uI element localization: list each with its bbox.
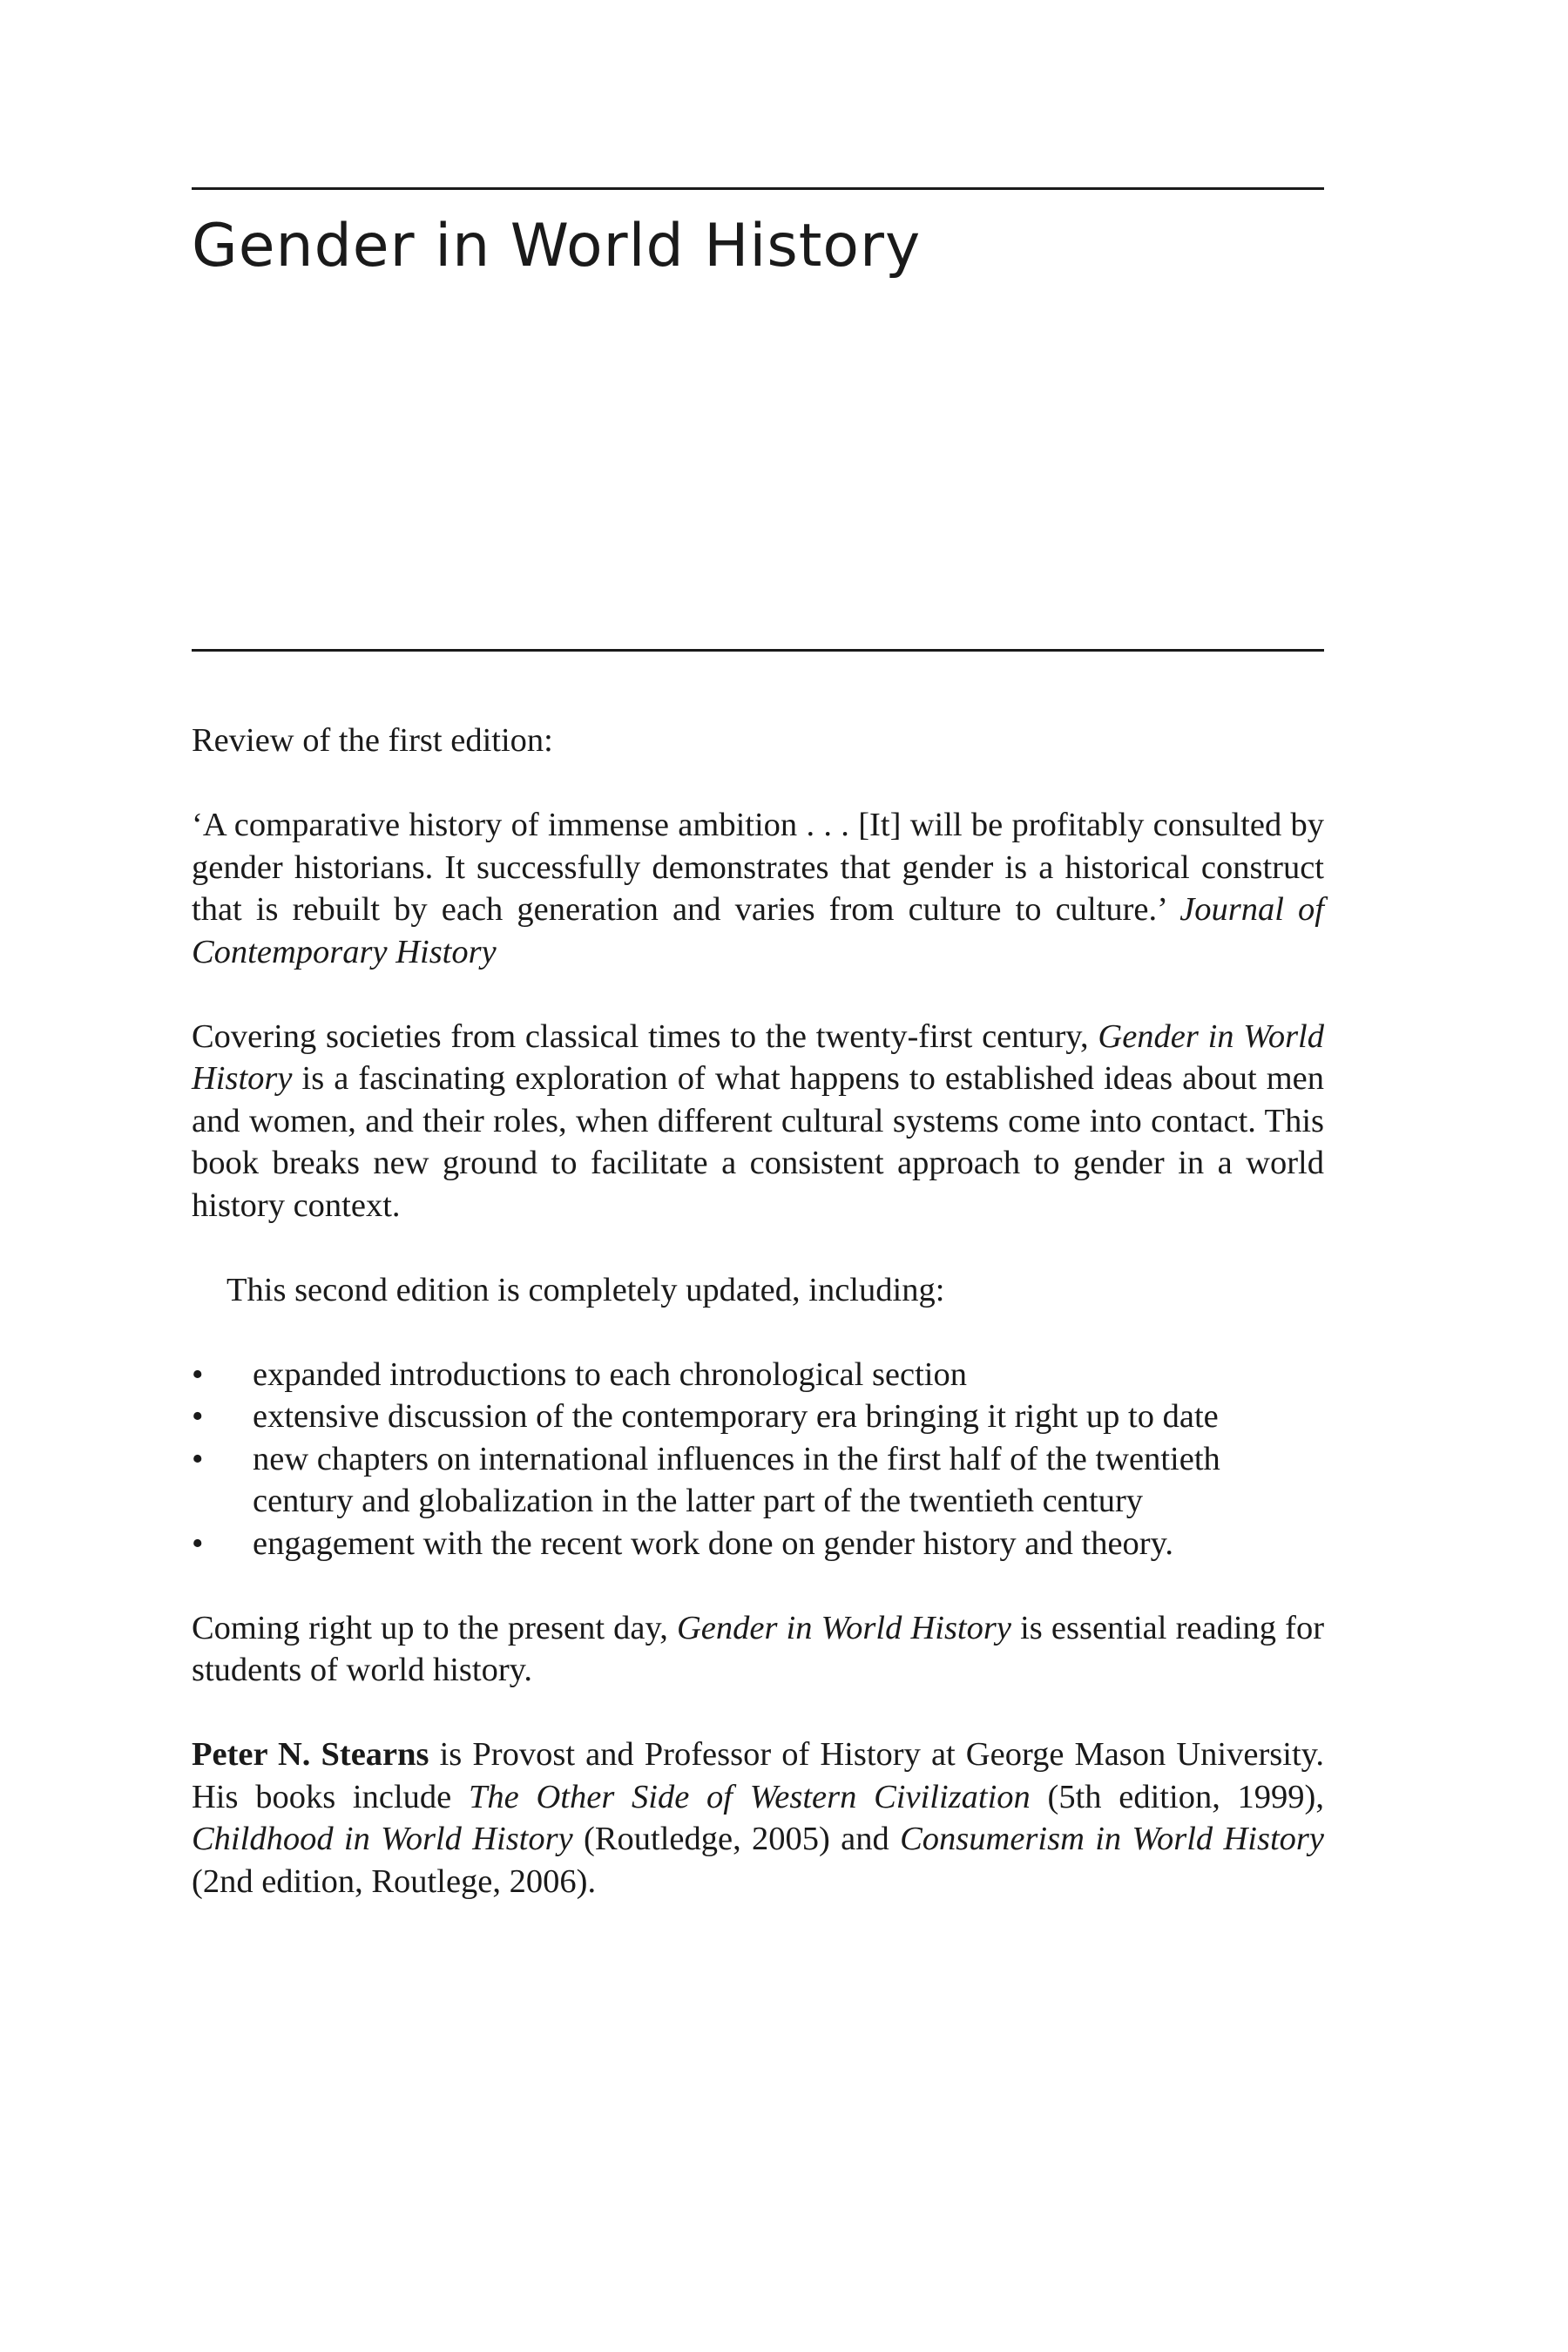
top-rule	[192, 187, 1324, 190]
bullet-icon: •	[192, 1524, 204, 1562]
list-item	[192, 1438, 1324, 1523]
author-bio-text-2: (5th edition, 1999),	[1047, 1778, 1324, 1815]
review-quote: ‘A comparative history of immense ambition . . . [It] will be profitably consulted by gender historians. It successfully demonstrates that gender is a historical construct that is rebuilt by each generation and varies from culture to culture.’	[192, 807, 1324, 928]
bullet-icon: •	[192, 1355, 204, 1393]
author-book-3: Consumerism in World History	[900, 1821, 1325, 1857]
review-source: Journal of Contemporary History	[192, 891, 1324, 970]
description-book-title: Gender in World History	[192, 1017, 1325, 1097]
author-bio-text-3: (Routledge, 2005) and	[584, 1821, 889, 1857]
review-label: Review of the first edition:	[192, 722, 553, 759]
page-title: Gender in World History	[192, 212, 922, 280]
list-item-text: extensive discussion of the contemporary era bringing it right up to date	[253, 1398, 1219, 1435]
list-item	[192, 1354, 1324, 1396]
list-item	[192, 1396, 1324, 1438]
review-paragraph	[192, 804, 1324, 973]
author-name: Peter N. Stearns	[192, 1736, 429, 1773]
closing-text-1: Coming right up to the present day,	[192, 1609, 668, 1646]
author-bio-text-4: (2nd edition, Routlege, 2006).	[192, 1862, 597, 1900]
description-text-2: is a fascinating exploration of what happens to established ideas about men and women, and their roles, when different cultural systems come into contact. This book breaks new ground to facilitate a consistent approach to gender in a world history context.	[192, 1060, 1324, 1224]
closing-book-title: Gender in World History	[676, 1609, 1011, 1646]
list-item	[192, 1523, 1324, 1565]
author-book-2: Childhood in World History	[192, 1821, 573, 1857]
list-item-text: engagement with the recent work done on gender history and theory.	[253, 1524, 1173, 1562]
bullet-icon: •	[192, 1440, 204, 1477]
bullet-icon: •	[192, 1398, 204, 1435]
edition-intro: This second edition is completely updated, including:	[226, 1271, 945, 1308]
body-text	[192, 720, 1324, 1945]
closing-paragraph	[192, 1607, 1324, 1692]
author-book-1: The Other Side of Western Civilization	[469, 1778, 1031, 1815]
author-bio-text-1: is Provost and Professor of History at George Mason University. His books include	[192, 1736, 1325, 1815]
feature-list	[192, 1354, 1324, 1565]
closing-text-2: is essential reading for students of world history.	[192, 1609, 1325, 1688]
middle-rule	[192, 649, 1324, 652]
description-paragraph	[192, 1016, 1324, 1227]
description-text-1: Covering societies from classical times to the twenty-first century,	[192, 1017, 1089, 1055]
list-item-text: expanded introductions to each chronological section	[253, 1355, 968, 1393]
list-item-text: new chapters on international influences in the first half of the twentieth century and globalization in the latter part of the twentieth century	[253, 1440, 1220, 1519]
author-bio	[192, 1734, 1324, 1903]
